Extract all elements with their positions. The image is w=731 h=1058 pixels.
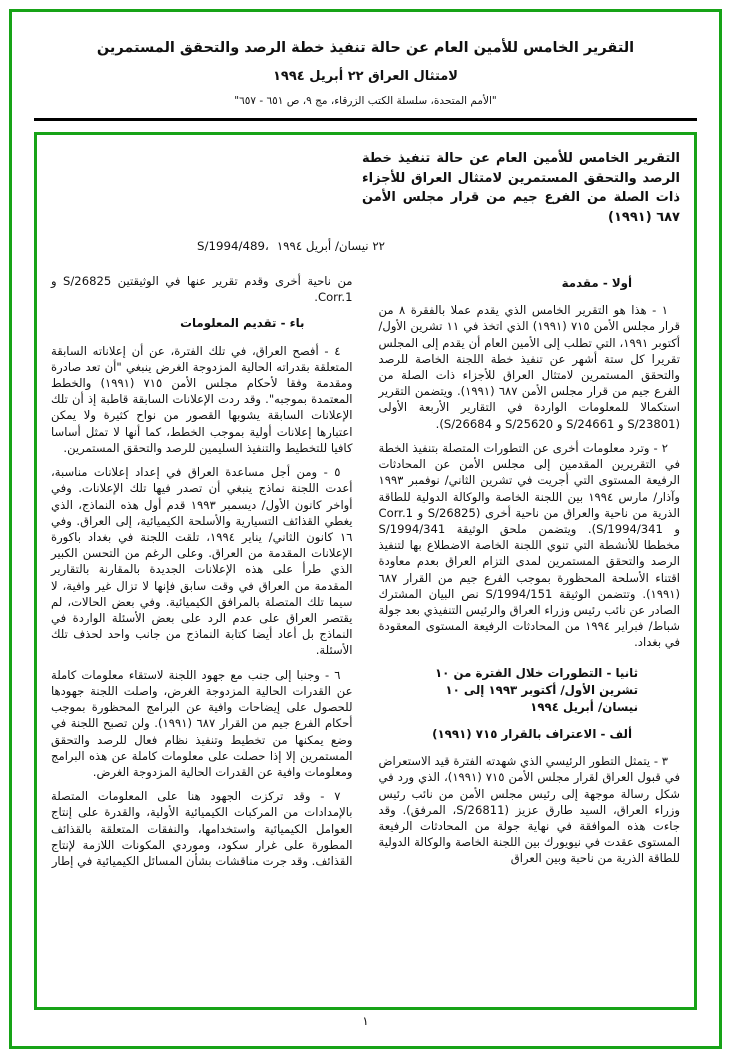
column-left	[51, 273, 353, 877]
paragraph-3: ٣ - يتمثل التطور الرئيسي الذي شهدته الفترة قيد الاستعراض في قبول العراق لقرار مجلس الأمن ٧١٥ (١٩٩١)، الذي ورد في شكل رسالة موجهة إلى رئيس مجلس الأمن من نائب رئيس وزراء العراق، السيد طارق عزيز (S/26811، المرفق). وقد جاءت هذه الموافقة في نهاية جولة من المحادثات الرفيعة المستوى عقدت في نيويورك بين اللجنة الخاصة والوكالة الدولية للطاقة الذرية من ناحية وبين العراق	[378, 754, 680, 866]
document-symbol-line	[51, 239, 385, 253]
two-column-text	[51, 273, 680, 877]
document-symbol: S/1994/489،	[197, 239, 269, 253]
outer-green-frame	[9, 9, 722, 1049]
paragraph-3-continuation: من ناحية أخرى وقدم تقرير عنها في الوثيقتين S/26825 و Corr.1.	[51, 274, 353, 305]
paragraph-6: ٦ - وجنبا إلى جنب مع جهود اللجنة لاستقاء معلومات كاملة عن القدرات الحالية المزدوجة الغرض، واصلت اللجنة جهودها للحصول على إيضاحات وافية عن البرامج المحظورة بموجب أحكام الفرع جيم من القرار ٦٨٧ (١٩٩١). ولن تصبح اللجنة في وضع يمكنها من تخطيط وتنفيذ نظام فعال للرصد والتحقق المستمرين إلا إذا حصلت على معلومات كاملة عن هذه البرامج ومعلومات وافية عن القدرات الحالية المزدوجة الغرض.	[51, 667, 353, 779]
paragraph-2: ٢ - وترد معلومات أخرى عن التطورات المتصلة بتنفيذ الخطة في التقريرين المقدمين إلى مجلس الأمن عن المحادثات الرفيعة المستوى التي أجريت في تشرين الثاني/ نوفمبر ١٩٩٣ وآذار/ مارس ١٩٩٤ بين اللجنة الخاصة والوكالة الدولية للطاقة الذرية من ناحية والعراق من ناحية أخرى (S/26825 و Corr.1 و S/1994/341). ويتضمن ملحق الوثيقة S/1994/341 مخططا للأنشطة التي تنوي اللجنة الخاصة الاضطلاع بها لتنفيذ الرصد والتحقق المستمرين لمدى التزام العراق بعدم معاودة اقتناء الأسلحة المحظورة بموجب الفرع جيم من القرار ٦٨٧ (١٩٩١). وتتضمن الوثيقة S/1994/151 نص البيان المشترك الصادر عن نائب رئيس وزراء العراق والرئيس التنفيذي بعد جولة شباط/ فبراير ١٩٩٤ من المحادثات الرفيعة المستوى المعقودة في بغداد.	[378, 440, 681, 650]
chapter-title-line-2: لامتثال العراق ٢٢ أبريل ١٩٩٤	[273, 69, 458, 84]
paragraph-4: ٤ - أفصح العراق، في تلك الفترة، عن أن إعلاناته السابقة المتعلقة بقدراته الحالية المزدوجة الغرض ينبغي "أن تعد صادرة ومقدمة وفقا لأحكام مجلس الأمن ٧١٥ (١٩٩١) والخطط المعتمدة بموجبه". وقد ردت الإعلانات السابقة قاطبة إذ أن تلك الإعلانات السابقة يشوبها القصور من نواح كثيرة ولا يمكن اعتبارها إعلانات أولية بموجب الخطط، كما أنها لا تمثل أساسا كافيا للتخطيط والتنفيذ السليمين للرصد والتحقق المستمرين.	[51, 343, 353, 455]
subsection-heading-b: باء - تقديم المعلومات	[180, 316, 305, 331]
chapter-title-line-1: التقرير الخامس للأمين العام عن حالة تنفيذ خطة الرصد والتحقق المستمرين	[96, 40, 635, 56]
header-divider-rule	[34, 118, 697, 121]
section-heading-first: أولا - مقدمة	[561, 276, 632, 290]
subsection-heading-a: ألف - الاعتراف بالقرار ٧١٥ (١٩٩١)	[432, 726, 632, 741]
paragraph-7: ٧ - وقد تركزت الجهود هنا على المعلومات المتصلة بالإمدادات من المركبات الكيميائية الأولية، والقدرة على إنتاج العوامل الكيميائية واستخدامها، والنفقات المتعلقة بالقذائف المطورة على غرار سكود، وموردي المكونات اللازمة لإنتاج القذائف. وقد جرت مناقشات بشأن المسائل الكيميائية في إطار	[51, 789, 353, 869]
column-right	[379, 273, 681, 877]
document-date: ٢٢ نيسان/ أبريل ١٩٩٤	[276, 239, 385, 253]
paragraph-1: ١ - هذا هو التقرير الخامس الذي يقدم عملا بالفقرة ٨ من قرار مجلس الأمن ٧١٥ (١٩٩١) الذي اتخذ في ١١ تشرين الأول/ أكتوبر ١٩٩١، التي تطلب إلى الأمين العام أن يقدم إلى المجلس تقريرا كل ستة أشهر عن تنفيذ خطة اللجنة الخاصة للرصد والتحقق المستمرين لامتثال العراق للأجزاء ذات الصلة من الفرع جيم من قرار مجلس الأمن ٦٨٧ (١٩٩١). ويتضمن التقرير استكمالا للمعلومات الواردة في التقارير الأربعة الأولى (S/23801 و S/24661 و S/25620 و S/26684).	[378, 303, 681, 431]
section-heading-second: ثانيا - التطورات خلال الفترة من ١٠ تشرين الأول/ أكتوبر ١٩٩٣ إلى ١٠ نيسان/ أبريل ١٩٩٤	[434, 665, 638, 714]
page-header	[34, 12, 697, 107]
source-citation: "الأمم المتحدة، سلسلة الكتب الزرقاء، مج ٩، ص ٦٥١ - ٦٥٧"	[234, 95, 497, 107]
inner-green-frame	[34, 132, 697, 1010]
document-title: التقرير الخامس للأمين العام عن حالة تنفيذ خطة الرصد والتحقق المستمرين لامتثال العراق للأجزاء ذات الصلة من الفرع جيم من قرار مجلس الأمن ٦٨٧ (١٩٩١)	[362, 151, 680, 225]
paragraph-5: ٥ - ومن أجل مساعدة العراق في إعداد إعلانات مناسبة، أعدت اللجنة نماذج ينبغي أن تصدر فيها تلك الإعلانات. وفي أواخر كانون الأول/ ديسمبر ١٩٩٣ قدم أول هذه النماذج، الذي يغطي القذائف التسيارية والأسلحة الكيميائية، إلى العراق. وفي ١٦ كانون الثاني/ يناير ١٩٩٤، تلقت اللجنة في بغداد باكورة الإعلانات المقدمة من العراق. وعلى الرغم من التحسن الكبير الذي طرأ على هذه الإعلانات الجديدة بالمقارنة بالتقارير المقدمة من العراق في وقت سابق فإنها لا تزال غير وافية، لا سيما تلك المتصلة بالمرافق الكيميائية. وفي بعض الحالات، لم يقتصر العراق على عدم الرد على بعض الأسئلة الواردة في النماذج بل أعاد أيضا كتابة النماذج من جانب واحد لحذف تلك الأسئلة.	[51, 465, 353, 658]
page-number: ١	[362, 1014, 369, 1028]
